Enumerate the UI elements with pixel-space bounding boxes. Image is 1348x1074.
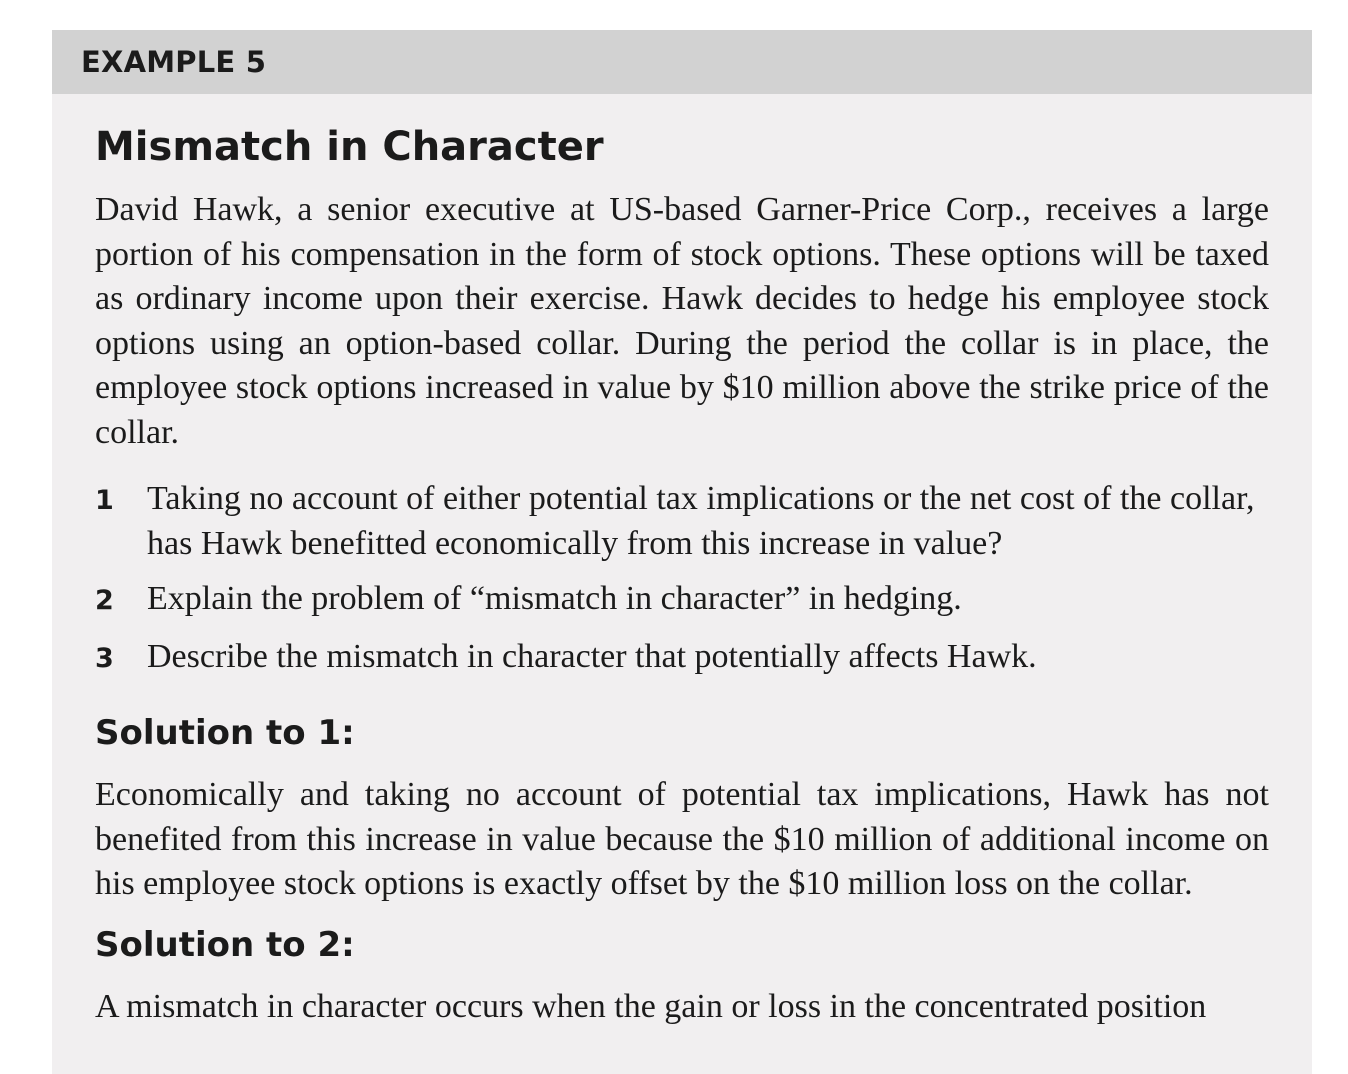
solution-2-heading: Solution to 2: — [95, 924, 355, 965]
intro-paragraph: David Hawk, a senior executive at US-based Garner-Price Corp., receives a large portion of his compensation in the form of stock options. These options will be taxed as ordinary income upon their exercise. Hawk decides to hedge his employee stock options using an option-based collar. During the period the collar is in place, the employee stock options increased in value by $10 million above the strike price of the collar. — [95, 191, 1269, 451]
question-text: Explain the problem of “mismatch in character” in hedging. — [147, 580, 962, 617]
question-item — [95, 477, 1269, 566]
question-item — [95, 577, 1269, 624]
example-title: Mismatch in Character — [95, 124, 604, 170]
question-text: Describe the mismatch in character that potentially affects Hawk. — [147, 637, 1037, 675]
example-header — [52, 30, 1312, 94]
question-list — [95, 477, 1269, 681]
question-number: 1 — [95, 485, 114, 516]
question-text: Taking no account of either potential tax implications or the net cost of the collar, has Hawk benefitted economically from this increase in value? — [147, 480, 1255, 562]
example-label: EXAMPLE 5 — [81, 45, 267, 79]
solution-2-text: A mismatch in character occurs when the gain or loss in the concentrated position — [95, 987, 1207, 1025]
example-box — [52, 30, 1312, 1074]
example-content — [52, 122, 1312, 1029]
solution-1-heading: Solution to 1: — [95, 713, 355, 753]
question-item — [95, 635, 1269, 682]
solution-1-text: Economically and taking no account of potential tax implications, Hawk has not benefited from this increase in value because the $10 million of additional income on his employee stock options is exactly offset by the $10 million loss on the collar. — [95, 776, 1269, 902]
question-number: 3 — [95, 642, 114, 674]
question-number: 2 — [95, 585, 114, 616]
